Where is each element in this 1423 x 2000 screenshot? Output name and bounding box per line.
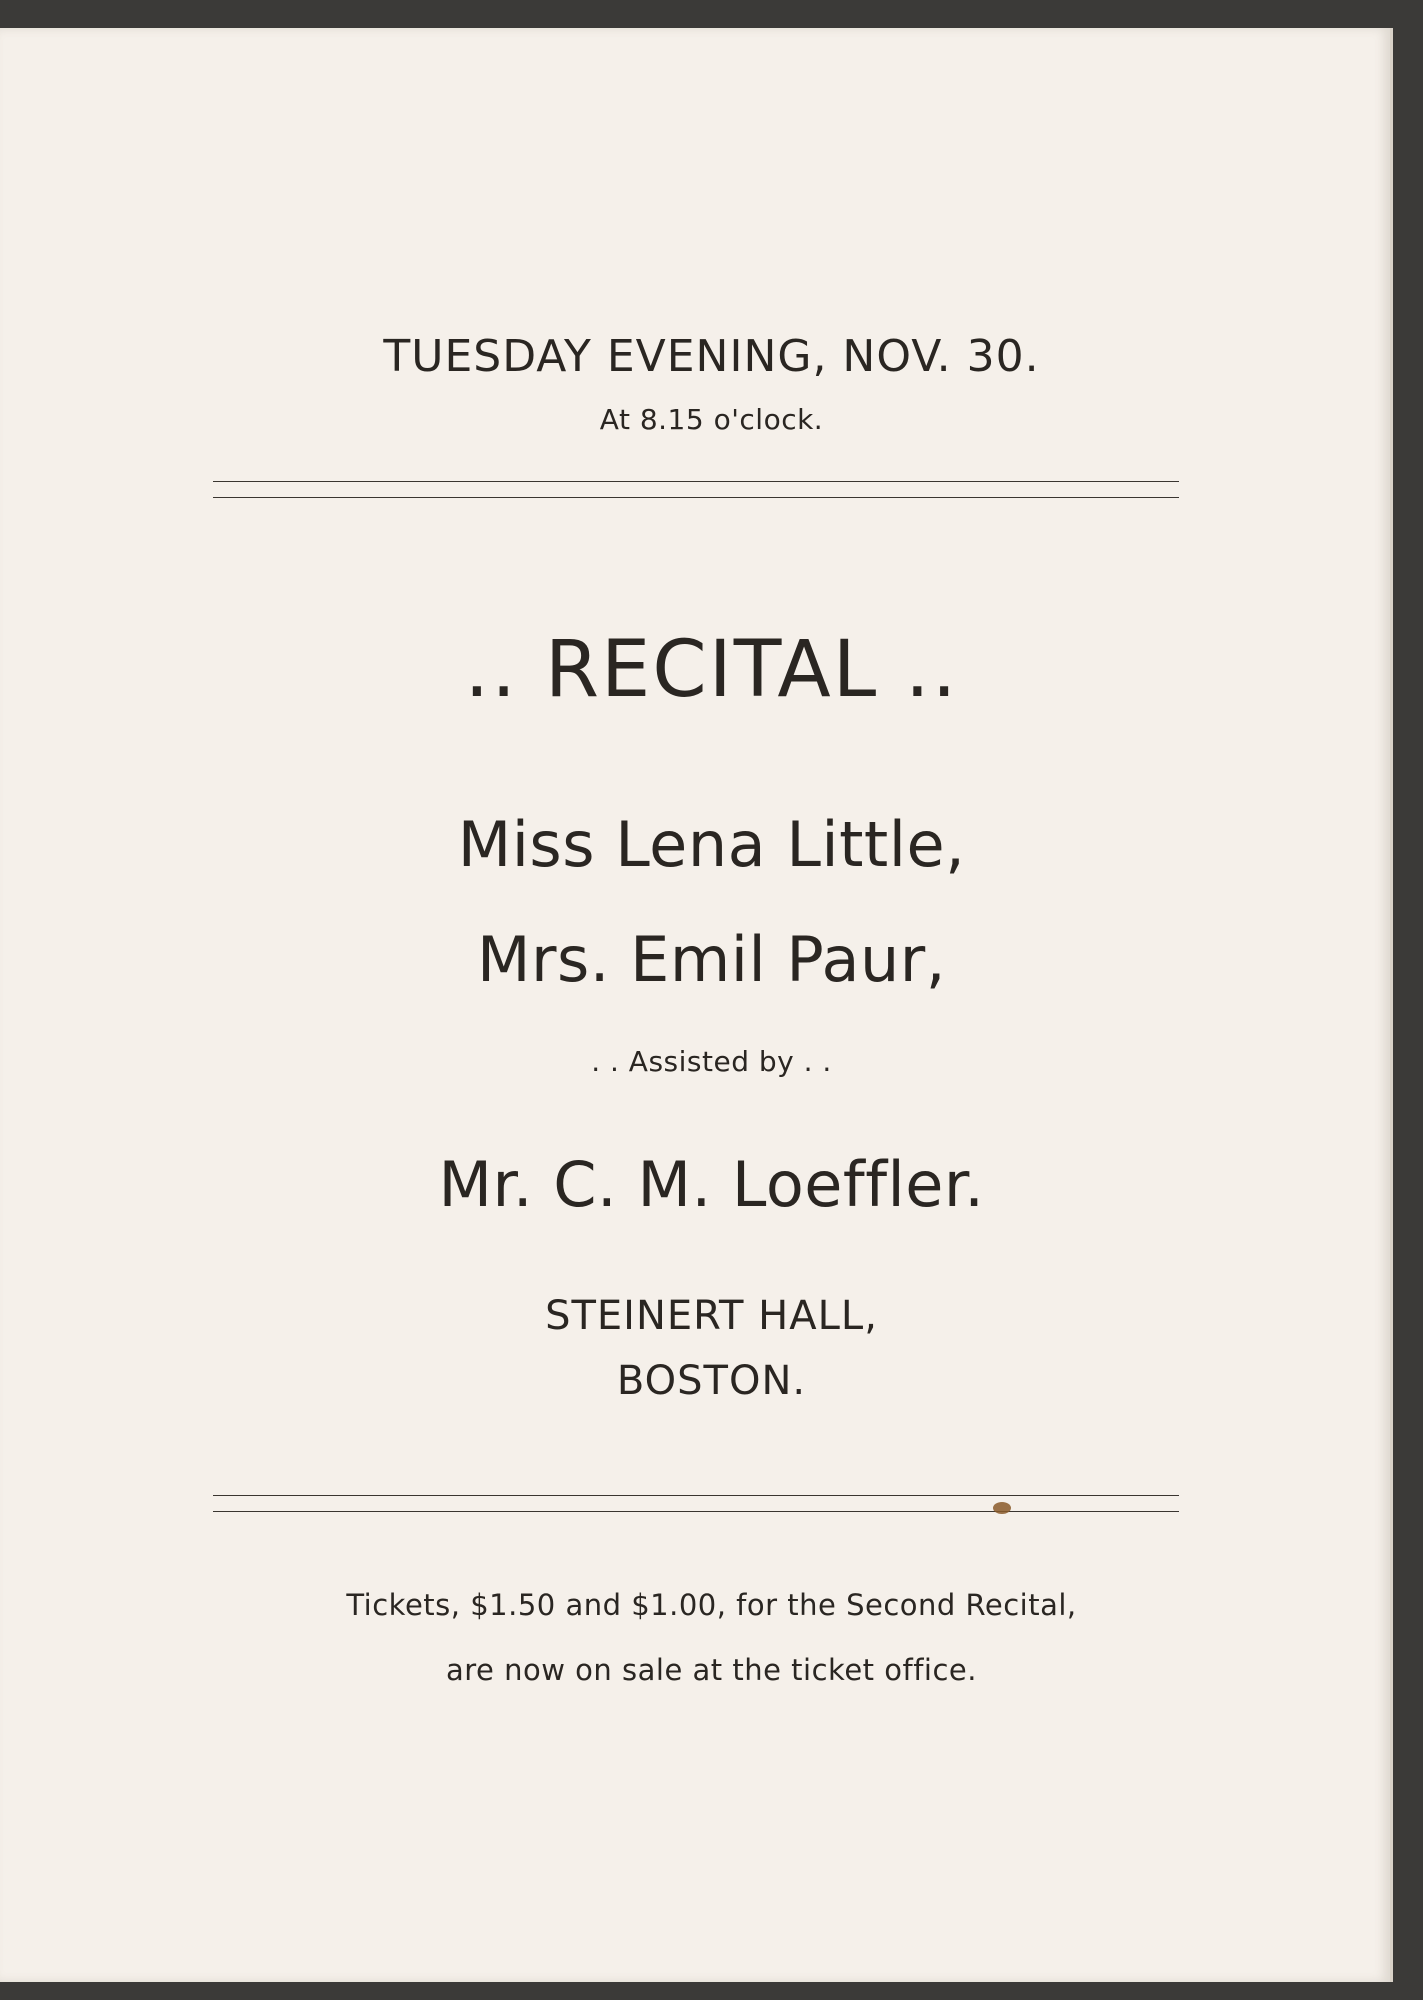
event-date: TUESDAY EVENING, NOV. 30. — [383, 331, 1040, 382]
divider-rule — [213, 1511, 1179, 1512]
event-time: At 8.15 o'clock. — [599, 403, 824, 436]
program-page — [0, 28, 1393, 1982]
assisted-by-label: . . Assisted by . . — [591, 1045, 832, 1078]
assisting-performer-name: Mr. C. M. Loeffler. — [438, 1148, 985, 1221]
tickets-notice-line: are now on sale at the ticket office. — [446, 1653, 977, 1687]
event-title: .. RECITAL .. — [464, 625, 959, 715]
venue-name: STEINERT HALL, — [545, 1293, 878, 1339]
paper-stain — [993, 1502, 1011, 1514]
performer-name: Miss Lena Little, — [457, 808, 966, 881]
tickets-notice-line: Tickets, $1.50 and $1.00, for the Second Recital, — [346, 1588, 1077, 1622]
venue-city: BOSTON. — [616, 1358, 807, 1404]
divider-rule — [213, 497, 1179, 498]
divider-rule — [213, 1495, 1179, 1496]
performer-name: Mrs. Emil Paur, — [476, 923, 947, 996]
divider-rule — [213, 481, 1179, 482]
